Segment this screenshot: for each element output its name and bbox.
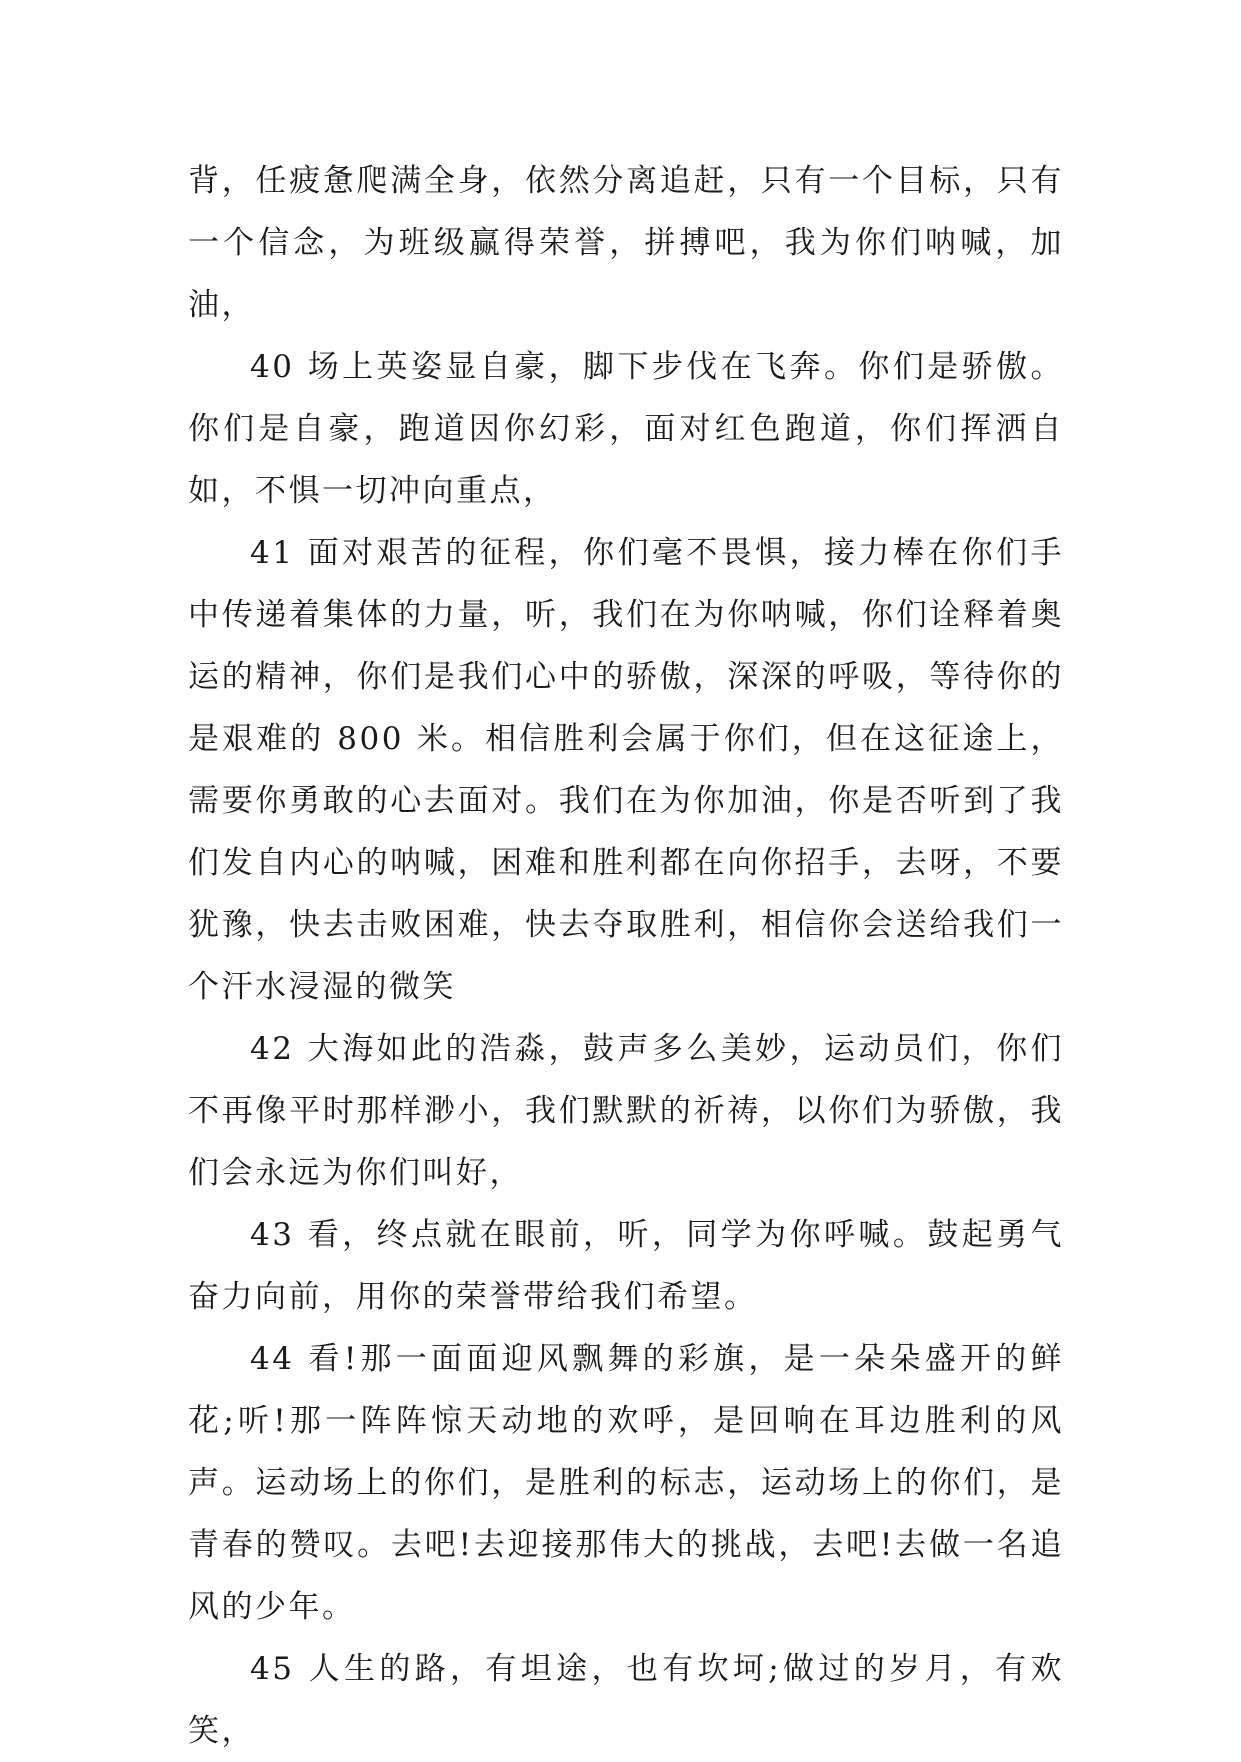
- paragraph-40: 40 场上英姿显自豪，脚下步伐在飞奔。你们是骄傲。你们是自豪，跑道因你幻彩，面对红色跑道，你们挥洒自如，不惧一切冲向重点，: [188, 349, 1064, 509]
- paragraph-44: 44 看!那一面面迎风飘舞的彩旗，是一朵朵盛开的鲜花;听!那一阵阵惊天动地的欢呼，是回响在耳边胜利的风声。运动场上的你们，是胜利的标志，运动场上的你们，是青春的赞叹。去吧!去迎接那伟大的挑战，去吧!去做一名追风的少年。: [188, 1341, 1064, 1625]
- paragraph-42: 42 大海如此的浩淼，鼓声多么美妙，运动员们，你们不再像平时那样渺小，我们默默的祈祷，以你们为骄傲，我们会永远为你们叫好，: [188, 1031, 1064, 1191]
- paragraph-45: 45 人生的路，有坦途，也有坎坷;做过的岁月，有欢笑，: [188, 1651, 1064, 1749]
- paragraph-43: 43 看，终点就在眼前，听，同学为你呼喊。鼓起勇气奋力向前，用你的荣誉带给我们希望。: [188, 1217, 1064, 1315]
- document-body: [188, 150, 1064, 1762]
- paragraph-41: 41 面对艰苦的征程，你们毫不畏惧，接力棒在你们手中传递着集体的力量，听，我们在为你呐喊，你们诠释着奥运的精神，你们是我们心中的骄傲，深深的呼吸，等待你的是艰难的 800 米。相信胜利会属于你们，但在这征途上，需要你勇敢的心去面对。我们在为你加油，你是否听到了我们发自内心的呐喊，困难和胜利都在向你招手，去呀，不要犹豫，快去击败困难，快去夺取胜利，相信你会送给我们一个汗水浸湿的微笑: [188, 535, 1064, 1005]
- paragraph-continuation: 背，任疲惫爬满全身，依然分离追赶，只有一个目标，只有一个信念，为班级赢得荣誉，拼搏吧，我为你们呐喊，加油，: [188, 163, 1064, 323]
